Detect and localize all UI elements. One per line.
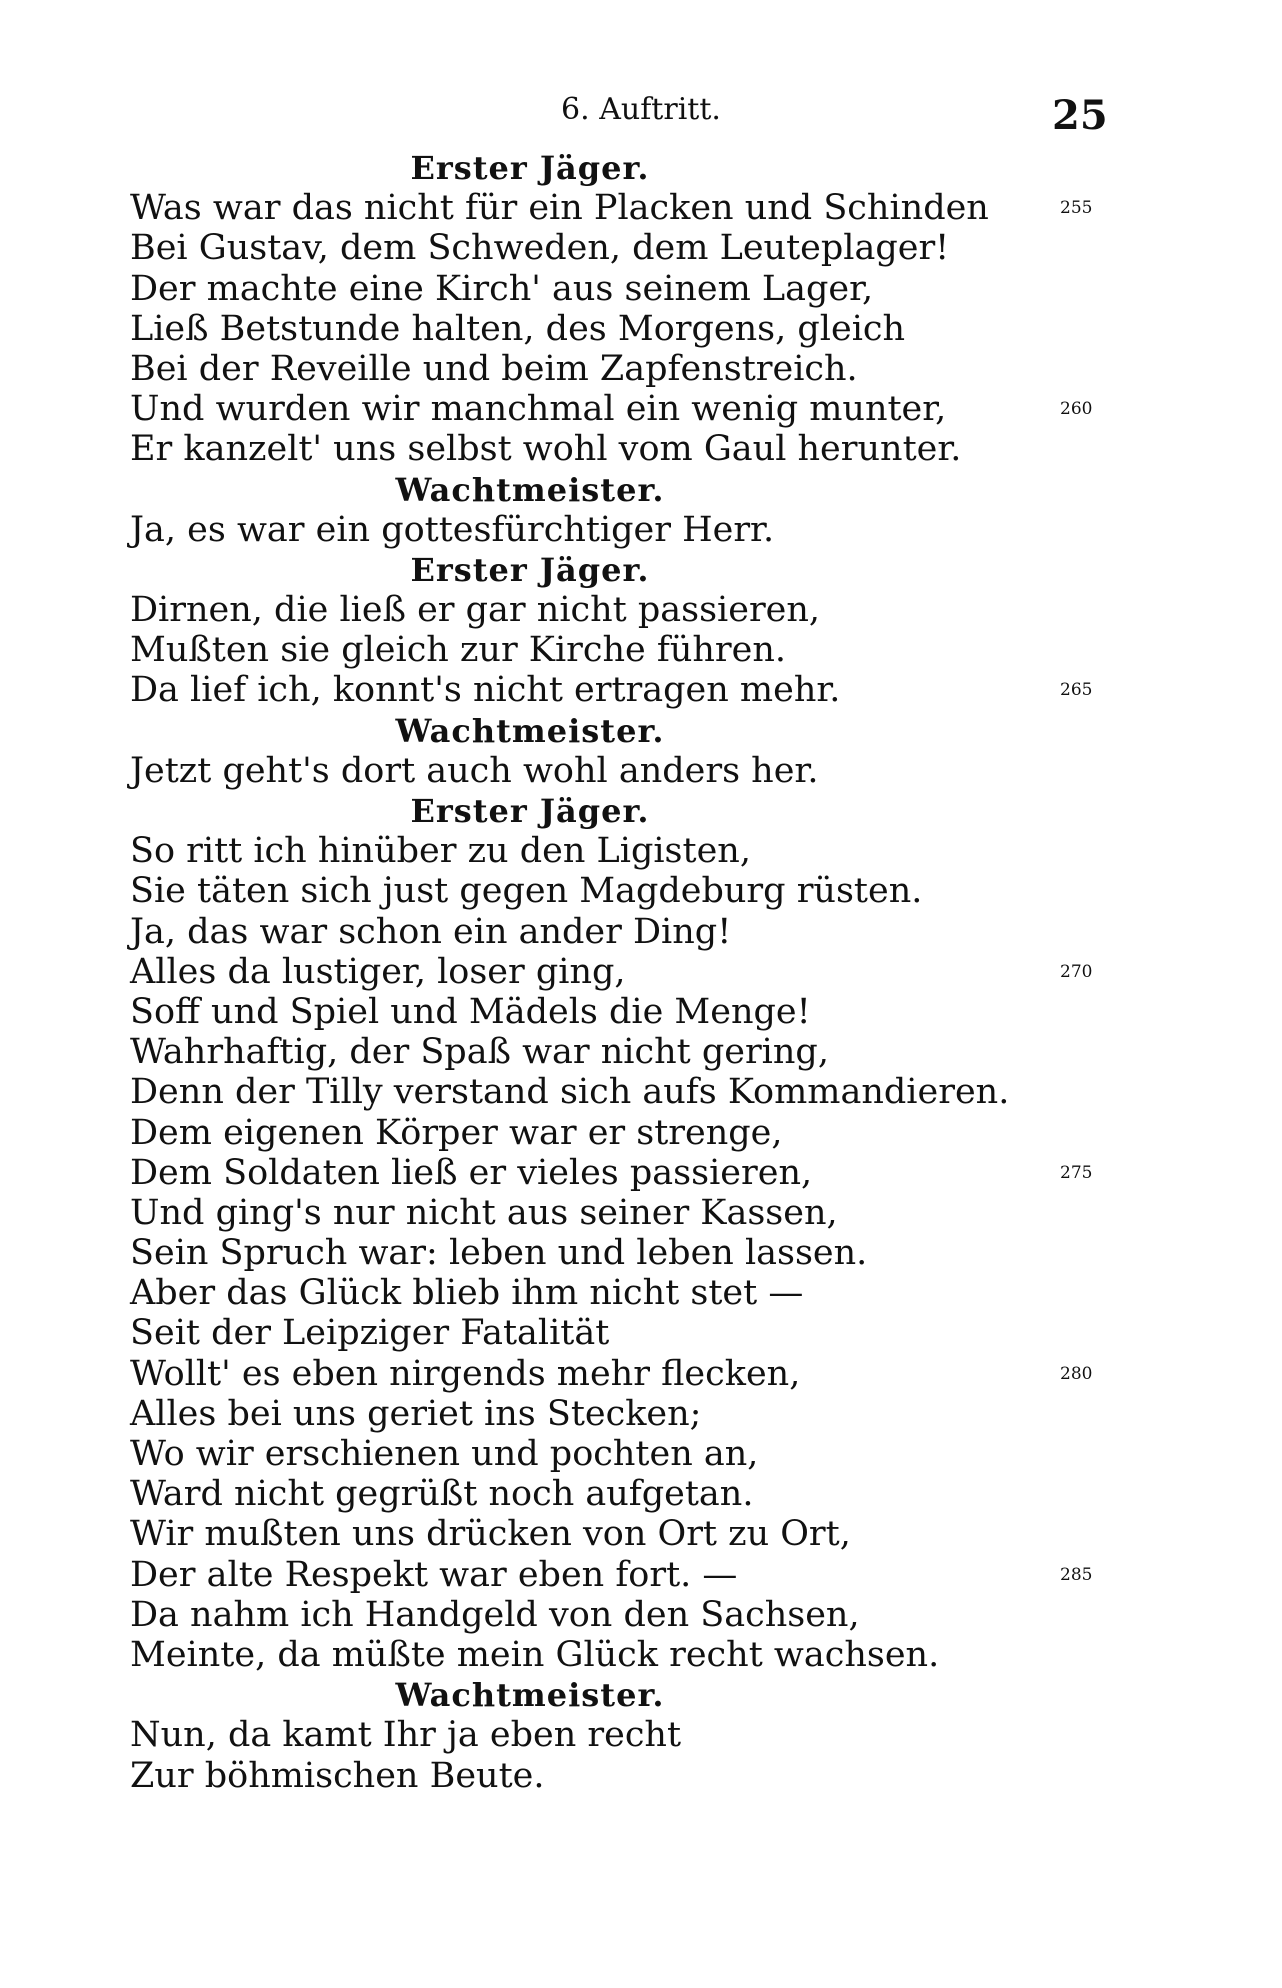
running-head: 6. Auftritt. [561, 92, 721, 127]
verse-line [130, 510, 1130, 550]
verse-text: Wir mußten uns drücken von Ort zu Ort, [130, 1514, 851, 1555]
verse-line [130, 1032, 1130, 1072]
verse-line [130, 1233, 1130, 1273]
verse-text: Und ging's nur nicht aus seiner Kassen, [130, 1192, 838, 1233]
verse-text: Und wurden wir manchmal ein wenig munter, [130, 389, 947, 430]
verse-line [130, 670, 1130, 710]
line-number: 265 [1060, 680, 1093, 701]
verse-line [130, 831, 1130, 871]
verse-line [130, 630, 1130, 670]
verse-line [130, 188, 1130, 228]
verse-text: Seit der Leipziger Fatalität [130, 1313, 610, 1354]
verse-text: Bei Gustav, dem Schweden, dem Leuteplager! [130, 228, 950, 269]
verse-text: Wahrhaftig, der Spaß war nicht gering, [130, 1032, 829, 1073]
line-number: 285 [1060, 1564, 1093, 1585]
speaker-heading: Erster Jäger. [410, 792, 650, 830]
line-number: 255 [1060, 198, 1093, 219]
speaker-heading: Wachtmeister. [395, 1676, 665, 1715]
verse-line [130, 1193, 1130, 1233]
verse-line [130, 1715, 1130, 1755]
verse-line [130, 871, 1130, 911]
verse-line [130, 349, 1130, 389]
verse-text: Ward nicht gegrüßt noch aufgetan. [130, 1474, 754, 1515]
verse-text: Mußten sie gleich zur Kirche führen. [130, 630, 787, 671]
verse-text: Denn der Tilly verstand sich aufs Kommandieren. [130, 1072, 1010, 1113]
verse-text: Ließ Betstunde halten, des Morgens, gleich [130, 308, 906, 349]
verse-text: So ritt ich hinüber zu den Ligisten, [130, 831, 751, 872]
verse-text: Dirnen, die ließ er gar nicht passieren, [130, 590, 821, 631]
verse-text: Aber das Glück blieb ihm nicht stet — [130, 1273, 804, 1314]
verse-line [130, 1273, 1130, 1313]
verse-text: Bei der Reveille und beim Zapfenstreich. [130, 348, 858, 389]
line-number: 260 [1060, 399, 1093, 420]
verse-line [130, 389, 1130, 429]
page-header [0, 92, 1282, 142]
verse-text: Der machte eine Kirch' aus seinem Lager, [130, 268, 874, 309]
verse-line [130, 1072, 1130, 1112]
verse-text: Wo wir erschienen und pochten an, [130, 1434, 759, 1474]
verse-text: Meinte, da müßte mein Glück recht wachsen. [130, 1634, 940, 1675]
verse-line [130, 912, 1130, 952]
verse-line [130, 1434, 1130, 1474]
verse-text: Der alte Respekt war eben fort. — [130, 1554, 738, 1595]
speaker-heading: Erster Jäger. [410, 149, 650, 187]
speaker-heading: Wachtmeister. [395, 470, 665, 509]
verse-text: Zur böhmischen Beute. [130, 1755, 545, 1796]
verse-text: Dem Soldaten ließ er vieles passieren, [130, 1152, 813, 1193]
speaker-heading: Wachtmeister. [395, 711, 665, 750]
verse-line [130, 1474, 1130, 1514]
verse-text: Er kanzelt' uns selbst wohl vom Gaul herunter. [130, 429, 962, 470]
verse-line [130, 751, 1130, 791]
page-number: 25 [1052, 92, 1108, 139]
verse-text: Ja, das war schon ein ander Ding! [130, 911, 732, 952]
verse-text: Wollt' es eben nirgends mehr flecken, [130, 1353, 801, 1394]
speaker-heading: Erster Jäger. [410, 550, 650, 589]
verse-line [130, 1514, 1130, 1554]
verse-line [130, 269, 1130, 309]
verse-line [130, 1635, 1130, 1675]
verse-line [130, 309, 1130, 349]
verse-line [130, 1354, 1130, 1394]
verse-body [130, 148, 1130, 1796]
line-number: 270 [1060, 961, 1093, 982]
verse-text: Nun, da kamt Ihr ja eben recht [130, 1715, 682, 1756]
verse-line [130, 429, 1130, 469]
verse-text: Alles bei uns geriet ins Stecken; [130, 1393, 702, 1434]
verse-text: Soff und Spiel und Mädels die Menge! [130, 991, 811, 1032]
verse-line [130, 228, 1130, 268]
verse-text: Ja, es war ein gottesfürchtiger Herr. [130, 509, 775, 550]
verse-line [130, 1595, 1130, 1635]
verse-line [130, 590, 1130, 630]
verse-line [130, 1394, 1130, 1434]
verse-line [130, 992, 1130, 1032]
verse-text: Was war das nicht für ein Placken und Schinden [130, 188, 989, 229]
verse-text: Jetzt geht's dort auch wohl anders her. [130, 750, 819, 791]
verse-line [130, 1113, 1130, 1153]
verse-line [130, 952, 1130, 992]
verse-text: Dem eigenen Körper war er strenge, [130, 1112, 783, 1153]
verse-text: Alles da lustiger, loser ging, [130, 951, 626, 992]
verse-text: Sie täten sich just gegen Magdeburg rüsten. [130, 871, 923, 912]
verse-text: Da lief ich, konnt's nicht ertragen mehr. [130, 670, 841, 711]
verse-line [130, 1756, 1130, 1796]
verse-line [130, 1153, 1130, 1193]
verse-text: Da nahm ich Handgeld von den Sachsen, [130, 1594, 860, 1635]
verse-text: Sein Spruch war: leben und leben lassen. [130, 1233, 868, 1274]
line-number: 275 [1060, 1162, 1093, 1183]
verse-line [130, 1555, 1130, 1595]
verse-line [130, 1313, 1130, 1353]
line-number: 280 [1060, 1363, 1093, 1384]
